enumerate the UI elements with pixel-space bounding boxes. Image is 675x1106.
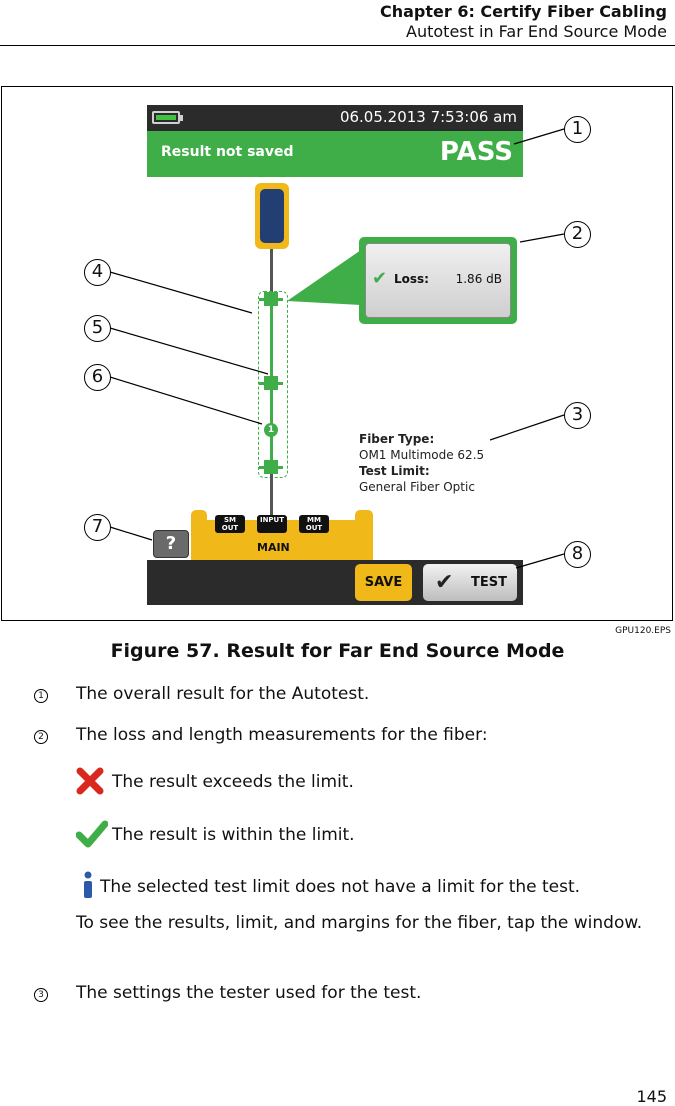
info-description: The selected test limit does not have a limit for the test.	[100, 877, 581, 897]
test-button-label: TEST	[471, 575, 507, 590]
fail-x-icon	[76, 767, 104, 795]
loss-value: 1.86 dB	[455, 272, 502, 286]
loss-label: Loss:	[394, 272, 429, 286]
help-button[interactable]: ?	[153, 530, 189, 558]
check-icon: ✔	[435, 570, 454, 595]
datetime: 06.05.2013 7:53:06 am	[339, 108, 517, 126]
save-button[interactable]: SAVE	[355, 564, 412, 601]
item-text: The settings the tester used for the test.	[76, 983, 422, 1003]
fiber-type-label: Fiber Type:	[359, 432, 435, 446]
fail-description: The result exceeds the limit.	[112, 772, 354, 792]
callout-7: 7	[84, 514, 111, 541]
pass-check-icon	[76, 820, 108, 848]
figure-caption: Figure 57. Result for Far End Source Mode	[110, 640, 565, 662]
item-number: 2	[34, 730, 48, 744]
callout-6: 6	[84, 364, 111, 391]
figure-code: GPU120.EPS	[615, 626, 671, 636]
pass-check-icon: ✔	[372, 268, 388, 289]
chapter-title: Chapter 6: Certify Fiber Cabling	[379, 2, 667, 21]
result-status: Result not saved	[161, 144, 294, 160]
item-text: The loss and length measurements for the fiber:	[76, 725, 488, 745]
item-number: 3	[34, 988, 48, 1002]
input-port[interactable]: INPUT	[257, 515, 287, 533]
callout-2: 2	[564, 221, 591, 248]
pass-description: The result is within the limit.	[112, 825, 355, 845]
item-number: 1	[34, 689, 48, 703]
sm-out-port[interactable]: SM OUT	[215, 515, 245, 533]
info-icon	[80, 871, 96, 899]
main-unit-label: MAIN	[257, 541, 290, 554]
mm-out-port[interactable]: MM OUT	[299, 515, 329, 533]
callout-5: 5	[84, 315, 111, 342]
overall-result: PASS	[439, 137, 513, 167]
callout-8: 8	[564, 541, 591, 568]
connector-number-badge: 1	[264, 423, 278, 437]
callout-4: 4	[84, 259, 111, 286]
tap-note: To see the results, limit, and margins for the fiber, tap the window.	[76, 913, 643, 933]
item-text: The overall result for the Autotest.	[76, 684, 370, 704]
callout-3: 3	[564, 402, 591, 429]
test-limit-value: General Fiber Optic	[359, 480, 475, 494]
test-limit-label: Test Limit:	[359, 464, 430, 478]
page-number: 145	[636, 1087, 667, 1106]
section-title: Autotest in Far End Source Mode	[406, 22, 667, 41]
fiber-type-value: OM1 Multimode 62.5	[359, 448, 485, 462]
callout-1: 1	[564, 116, 591, 143]
